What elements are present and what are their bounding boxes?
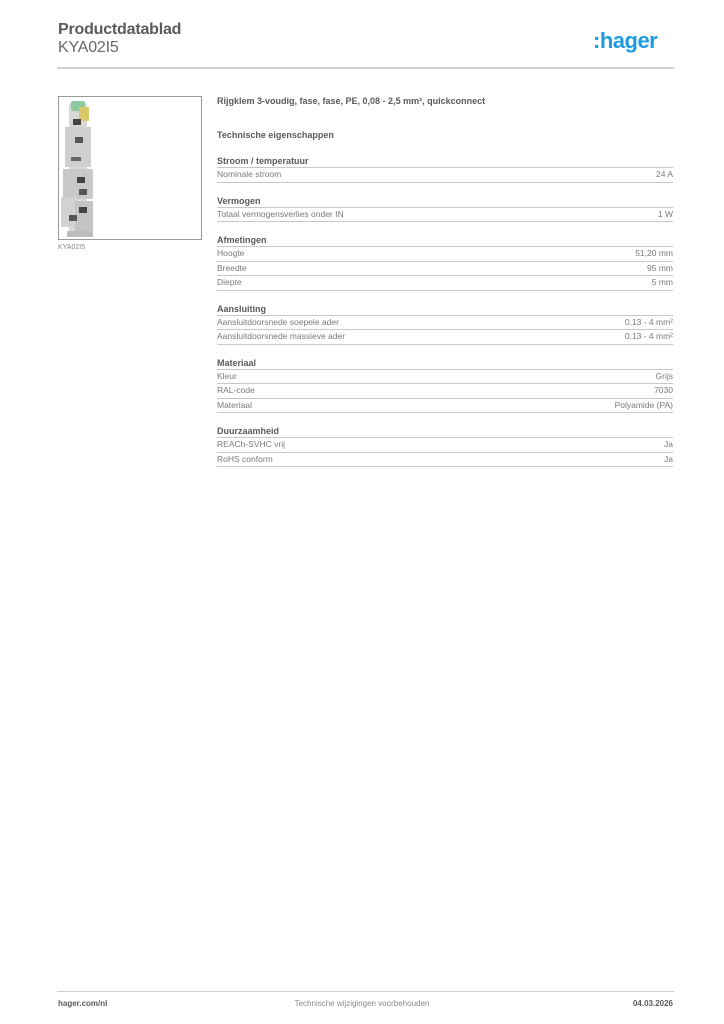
row-label: Aansluitdoorsnede soepele ader: [217, 316, 339, 327]
row-value: 95 mm: [647, 262, 673, 273]
row-value: Ja: [664, 453, 673, 464]
row-label: Nominale stroom: [217, 169, 282, 179]
footer-disclaimer: Technische wijzigingen voorbehouden: [294, 999, 430, 1008]
row-value: 24 A: [655, 169, 673, 179]
row-label: RoHS conform: [217, 453, 273, 464]
row-label: Hoogte: [217, 248, 245, 258]
document-title: Productdatablad: [58, 21, 182, 38]
hager-logo: :hager: [593, 28, 658, 53]
section-title: Aansluiting: [217, 303, 673, 316]
table-row: [217, 384, 673, 399]
row-label: Diepte: [217, 277, 242, 287]
row-label: Materiaal: [217, 399, 252, 410]
product-image-frame: [58, 96, 202, 240]
table-row: [217, 330, 673, 345]
row-value: 0.13 - 4 mm²: [624, 331, 673, 341]
section-duurzaamheid: [217, 425, 673, 467]
footer-website-link[interactable]: hager.com/nl: [58, 999, 108, 1008]
table-row: [217, 262, 673, 277]
section-title: Materiaal: [217, 357, 673, 370]
row-label: Totaal vermogensverlies onder IN: [217, 208, 344, 219]
product-description: Rijgklem 3-voudig, fase, fase, PE, 0,08 - 2,5 mm², quickconnect: [217, 96, 486, 106]
row-label: Aansluitdoorsnede massieve ader: [217, 331, 346, 341]
section-aansluiting: [217, 303, 673, 345]
row-value: 5 mm: [651, 277, 673, 287]
row-value: 0.13 - 4 mm²: [624, 316, 673, 327]
section-title: Duurzaamheid: [217, 425, 673, 438]
section-title: Vermogen: [217, 195, 673, 208]
row-value: Ja: [664, 439, 673, 449]
table-row: [217, 370, 673, 385]
technical-properties-heading: Technische eigenschappen: [217, 130, 334, 140]
table-row: [217, 247, 673, 262]
section-stroom-temperatuur: [217, 155, 673, 183]
table-row: [217, 168, 673, 183]
table-row: [217, 276, 673, 291]
section-materiaal: [217, 357, 673, 414]
image-caption: KYA02I5: [58, 244, 86, 251]
table-row: [217, 316, 673, 331]
row-value: 1 W: [657, 208, 673, 219]
article-number: KYA02I5: [58, 39, 119, 56]
row-value: 51,20 mm: [635, 248, 673, 258]
row-label: Kleur: [217, 370, 237, 381]
terminal-block-image: [59, 97, 201, 239]
table-row: [217, 453, 673, 468]
row-label: Breedte: [217, 262, 247, 273]
row-value: 7030: [654, 385, 673, 395]
table-row: [217, 438, 673, 453]
section-title: Afmetingen: [217, 234, 673, 247]
row-label: RAL-code: [217, 385, 255, 395]
table-row: [217, 208, 673, 223]
section-vermogen: [217, 195, 673, 223]
product-content: [217, 94, 673, 467]
row-label: REACh-SVHC vrij: [217, 439, 286, 449]
row-value: Grijs: [655, 370, 673, 381]
footer-date: 04.03.2026: [632, 999, 673, 1008]
row-value: Polyamide (PA): [614, 399, 673, 410]
section-title: Stroom / temperatuur: [217, 155, 673, 168]
header-divider: [57, 67, 674, 69]
table-row: [217, 399, 673, 414]
section-afmetingen: [217, 234, 673, 291]
footer-divider: [57, 991, 674, 992]
